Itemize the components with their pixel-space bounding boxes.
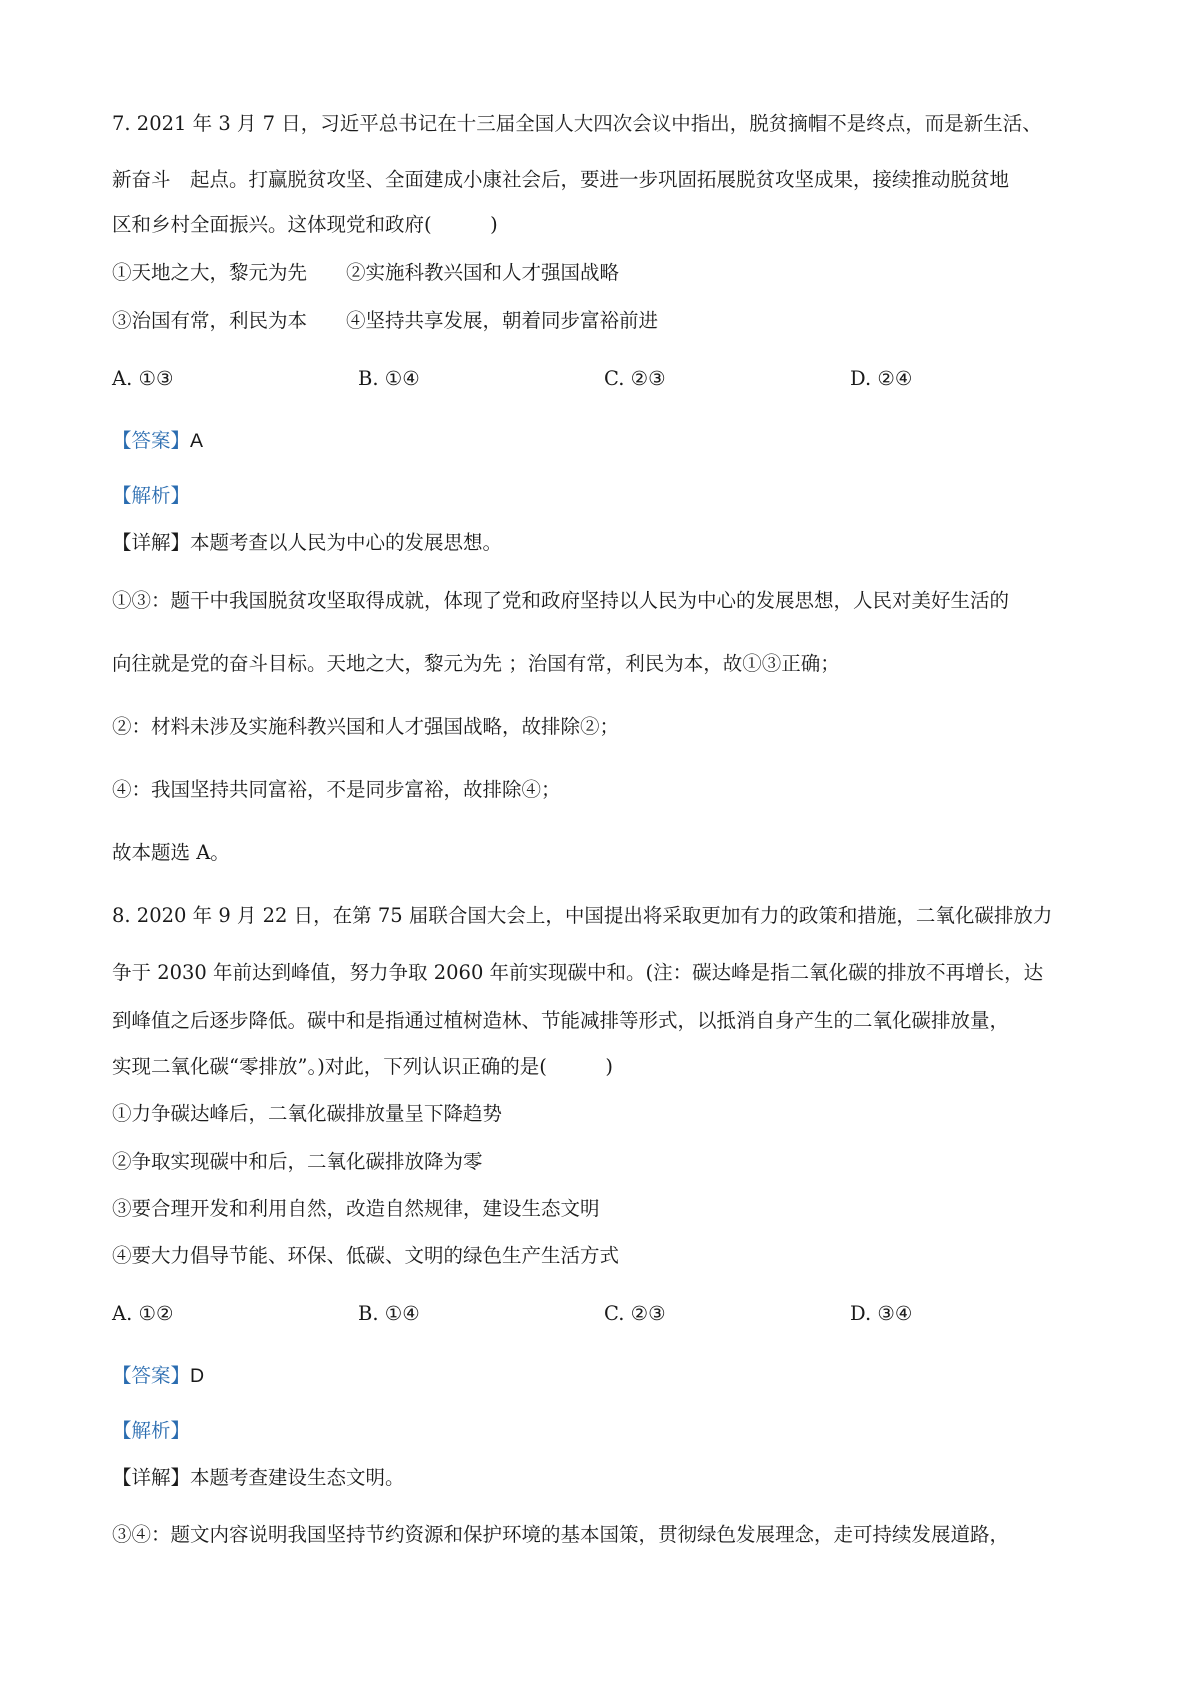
q7-option-a: A. ①③ — [112, 367, 174, 390]
q8-detail-line-1: 【详解】本题考查建设生态文明。 — [112, 1466, 405, 1489]
q7-answer-tag: 【答案】 — [112, 429, 191, 452]
q7-detail-line-1: 【详解】本题考查以人民为中心的发展思想。 — [112, 531, 503, 554]
q7-option-c: C. ②③ — [604, 367, 666, 390]
q7-detail-line-3: 向往就是党的奋斗目标。天地之大，黎元为先 ；治国有常，利民为本，故①③正确； — [112, 652, 840, 675]
q8-stem-line-4: 实现二氧化碳“零排放”。)对此，下列认识正确的是( ) — [112, 1055, 614, 1078]
q7-statement-line-2: ③治国有常，利民为本 ④坚持共享发展，朝着同步富裕前进 — [112, 309, 659, 332]
q8-detail-line-2: ③④：题文内容说明我国坚持节约资源和保护环境的基本国策，贯彻绿色发展理念，走可持续发展道路， — [112, 1523, 1010, 1546]
q8-answer-tag: 【答案】 — [112, 1364, 191, 1387]
q7-detail-line-2: ①③：题干中我国脱贫攻坚取得成就，体现了党和政府坚持以人民为中心的发展思想，人民对美好生活的 — [112, 589, 1010, 612]
q8-statement-2: ②争取实现碳中和后，二氧化碳排放降为零 — [112, 1150, 483, 1173]
q7-option-d: D. ②④ — [850, 367, 913, 390]
q8-options — [112, 1301, 1112, 1329]
q7-detail-line-4: ②：材料未涉及实施科教兴国和人才强国战略，故排除②； — [112, 715, 620, 738]
q8-option-c: C. ②③ — [604, 1302, 666, 1325]
q7-stem-line-3: 区和乡村全面振兴。这体现党和政府( ) — [112, 213, 498, 236]
q8-analysis-tag: 【解析】 — [112, 1419, 191, 1442]
q8-stem-line-3: 到峰值之后逐步降低。碳中和是指通过植树造林、节能减排等形式，以抵消自身产生的二氧化碳排放量， — [112, 1009, 1010, 1032]
q8-statement-3: ③要合理开发和利用自然，改造自然规律，建设生态文明 — [112, 1197, 600, 1220]
q8-answer — [112, 1363, 204, 1389]
q7-answer — [112, 428, 203, 454]
q8-option-a: A. ①② — [112, 1302, 174, 1325]
q8-stem-line-1: 8. 2020 年 9 月 22 日，在第 75 届联合国大会上，中国提出将采取更加有力的政策和措施，二氧化碳排放力 — [112, 904, 1053, 927]
q8-option-b: B. ①④ — [358, 1302, 420, 1325]
q7-analysis-tag: 【解析】 — [112, 484, 191, 507]
q7-detail-line-5: ④：我国坚持共同富裕，不是同步富裕，故排除④； — [112, 778, 561, 801]
q8-statement-4: ④要大力倡导节能、环保、低碳、文明的绿色生产生活方式 — [112, 1244, 620, 1267]
q8-statement-1: ①力争碳达峰后，二氧化碳排放量呈下降趋势 — [112, 1102, 503, 1125]
q8-answer-value: D — [190, 1365, 205, 1387]
q7-stem-line-1: 7. 2021 年 3 月 7 日，习近平总书记在十三届全国人大四次会议中指出，脱贫摘帽不是终点，而是新生活、 — [112, 112, 1042, 135]
q7-answer-value: A — [190, 430, 204, 452]
q7-options — [112, 366, 1112, 394]
q7-detail-line-6: 故本题选 A。 — [112, 841, 230, 864]
q7-stem-line-2: 新奋斗 起点。打赢脱贫攻坚、全面建成小康社会后，要进一步巩固拓展脱贫攻坚成果，接续推动脱贫地 — [112, 168, 1010, 191]
q8-stem-line-2: 争于 2030 年前达到峰值，努力争取 2060 年前实现碳中和。(注：碳达峰是指二氧化碳的排放不再增长，达 — [112, 961, 1044, 984]
q7-option-b: B. ①④ — [358, 367, 420, 390]
q8-option-d: D. ③④ — [850, 1302, 913, 1325]
q7-statement-line-1: ①天地之大，黎元为先 ②实施科教兴国和人才强国战略 — [112, 261, 620, 284]
